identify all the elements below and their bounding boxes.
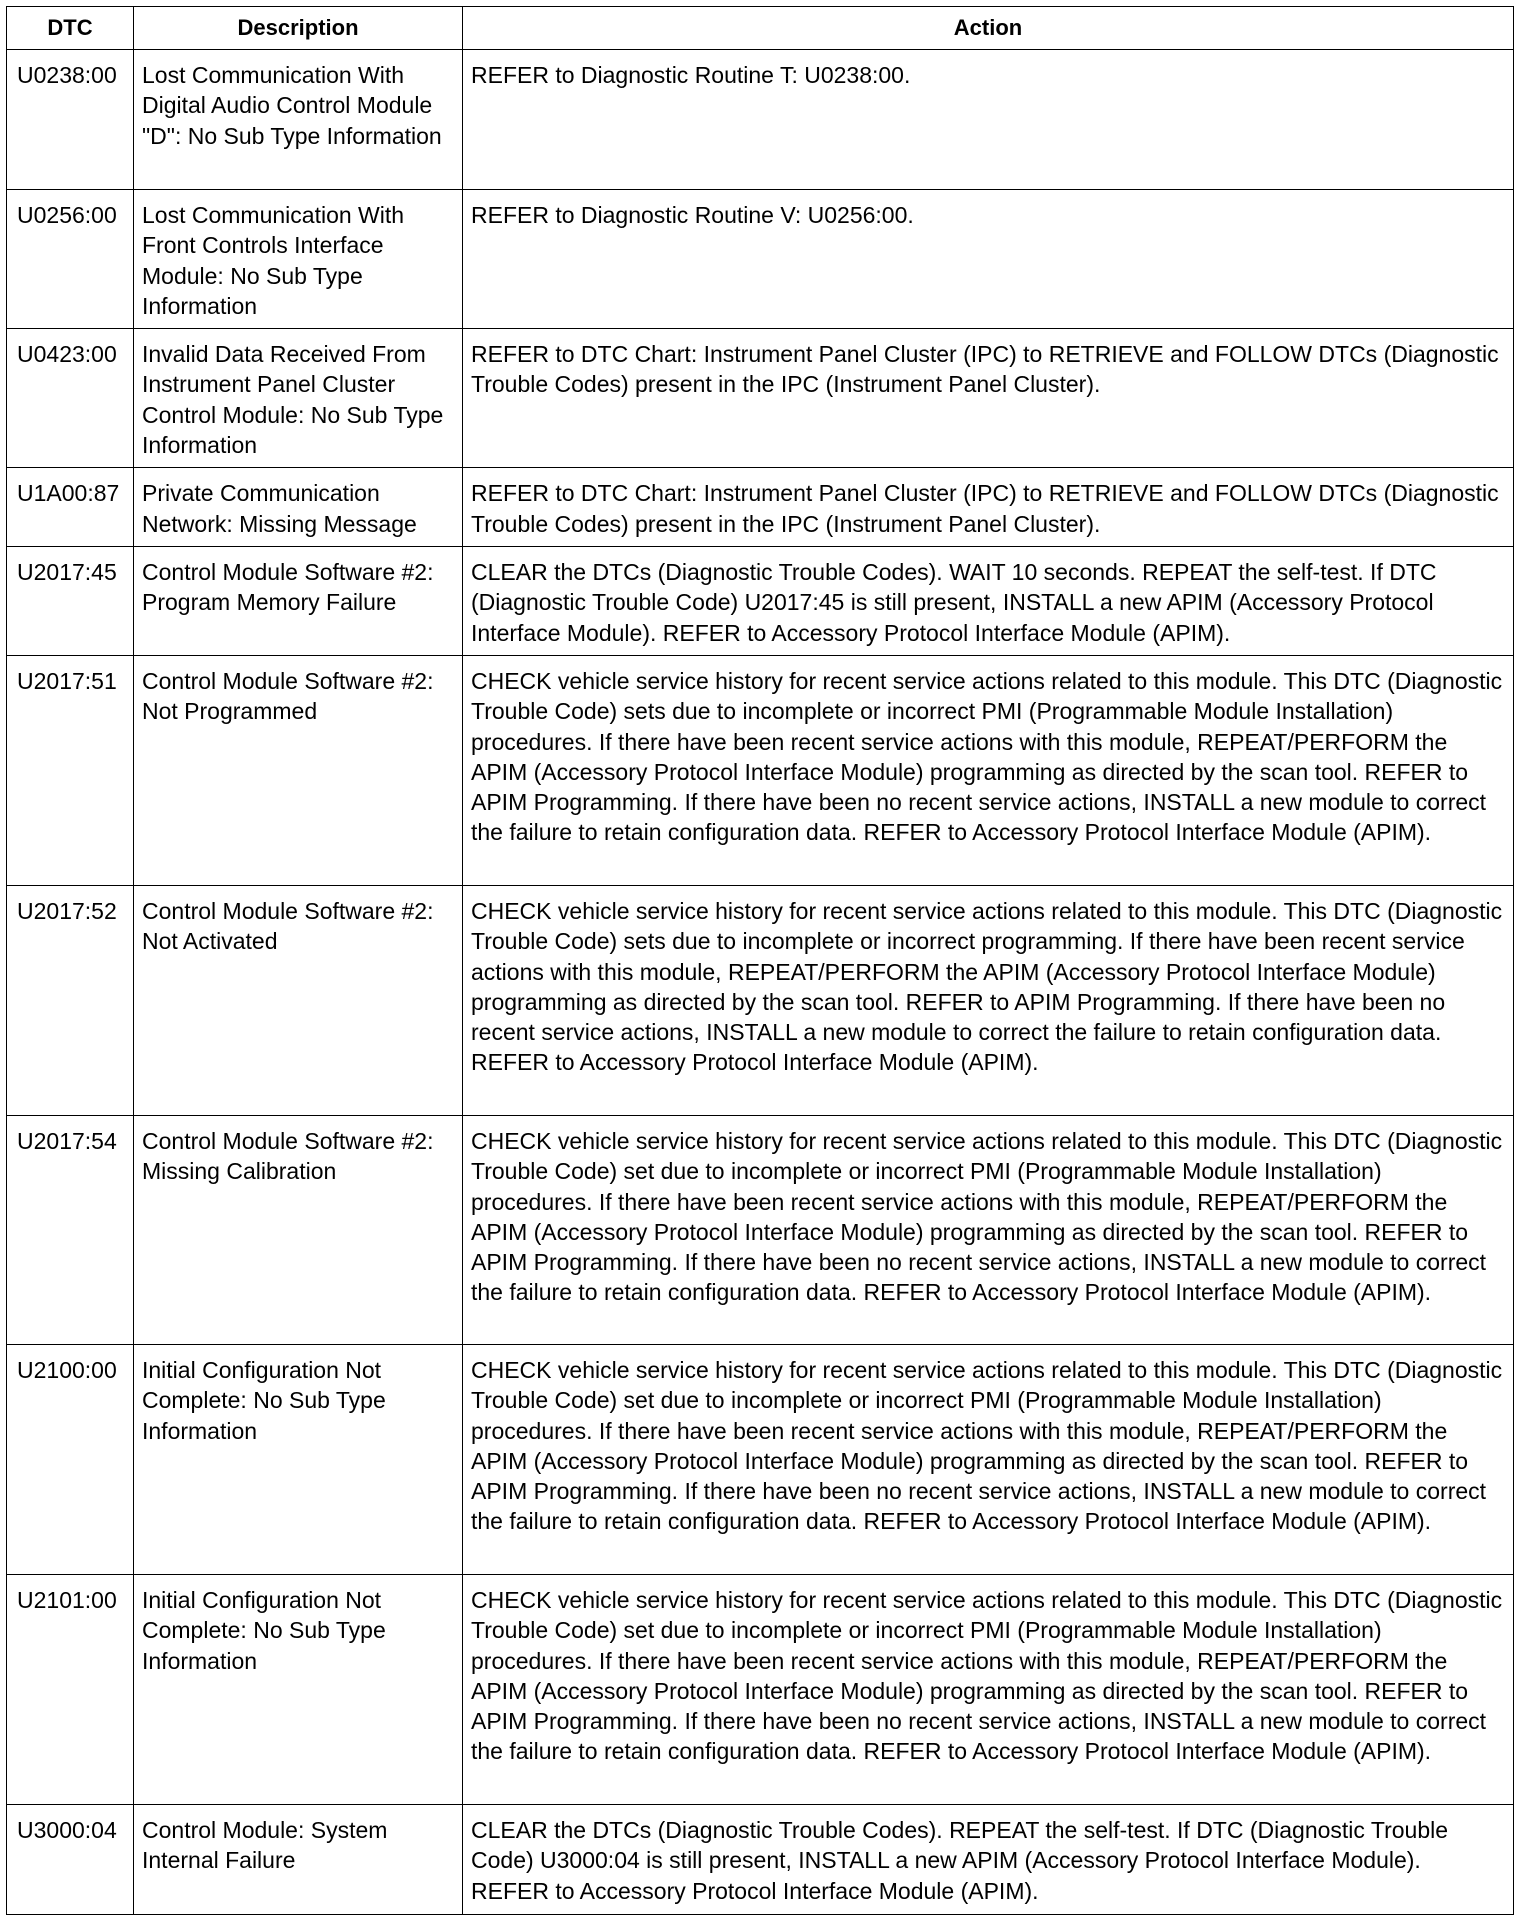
table-row (7, 1115, 1514, 1344)
description-cell: Control Module Software #2: Not Activated (134, 885, 463, 1115)
dtc-code-cell: U0256:00 (7, 190, 134, 329)
table-row (7, 1804, 1514, 1914)
dtc-table (6, 6, 1514, 1915)
dtc-code-cell: U2017:45 (7, 546, 134, 655)
table-row (7, 655, 1514, 885)
table-row (7, 190, 1514, 329)
dtc-code-cell: U2101:00 (7, 1574, 134, 1804)
action-cell: CLEAR the DTCs (Diagnostic Trouble Codes). REPEAT the self-test. If DTC (Diagnostic Trouble Code) U3000:04 is still present, INSTALL a new APIM (Accessory Protocol Interface Module). REFER to Accessory Protocol Interface Module (APIM). (463, 1804, 1514, 1914)
dtc-code-cell: U0423:00 (7, 329, 134, 468)
description-cell: Lost Communication With Front Controls Interface Module: No Sub Type Information (134, 190, 463, 329)
action-cell: REFER to Diagnostic Routine V: U0256:00. (463, 190, 1514, 329)
dtc-code-cell: U1A00:87 (7, 468, 134, 547)
dtc-code-cell: U2017:51 (7, 655, 134, 885)
table-row (7, 885, 1514, 1115)
table-row (7, 50, 1514, 190)
dtc-code-cell: U2100:00 (7, 1344, 134, 1574)
header-description: Description (134, 7, 463, 50)
dtc-code-cell: U2017:52 (7, 885, 134, 1115)
description-cell: Lost Communication With Digital Audio Control Module "D": No Sub Type Information (134, 50, 463, 190)
action-cell: CHECK vehicle service history for recent service actions related to this module. This DTC (Diagnostic Trouble Code) set due to incomplete or incorrect PMI (Programmable Module Installation) procedures. If there have been recent service actions with this module, REPEAT/PERFORM the APIM (Accessory Protocol Interface Module) programming as directed by the scan tool. REFER to APIM Programming. If there have been no recent service actions, INSTALL a new module to correct the failure to retain configuration data. REFER to Accessory Protocol Interface Module (APIM). (463, 1115, 1514, 1344)
table-row (7, 468, 1514, 547)
description-cell: Control Module Software #2: Program Memory Failure (134, 546, 463, 655)
dtc-code-cell: U3000:04 (7, 1804, 134, 1914)
description-cell: Private Communication Network: Missing Message (134, 468, 463, 547)
dtc-code-cell: U2017:54 (7, 1115, 134, 1344)
action-cell: CHECK vehicle service history for recent service actions related to this module. This DTC (Diagnostic Trouble Code) set due to incomplete or incorrect PMI (Programmable Module Installation) procedures. If there have been recent service actions with this module, REPEAT/PERFORM the APIM (Accessory Protocol Interface Module) programming as directed by the scan tool. REFER to APIM Programming. If there have been no recent service actions, INSTALL a new module to correct the failure to retain configuration data. REFER to Accessory Protocol Interface Module (APIM). (463, 1574, 1514, 1804)
description-cell: Initial Configuration Not Complete: No Sub Type Information (134, 1344, 463, 1574)
action-cell: REFER to DTC Chart: Instrument Panel Cluster (IPC) to RETRIEVE and FOLLOW DTCs (Diagnostic Trouble Codes) present in the IPC (Instrument Panel Cluster). (463, 329, 1514, 468)
action-cell: REFER to DTC Chart: Instrument Panel Cluster (IPC) to RETRIEVE and FOLLOW DTCs (Diagnostic Trouble Codes) present in the IPC (Instrument Panel Cluster). (463, 468, 1514, 547)
action-cell: CHECK vehicle service history for recent service actions related to this module. This DTC (Diagnostic Trouble Code) sets due to incomplete or incorrect programming. If there have been recent service actions with this module, REPEAT/PERFORM the APIM (Accessory Protocol Interface Module) programming as directed by the scan tool. REFER to APIM Programming. If there have been no recent service actions, INSTALL a new module to correct the failure to retain configuration data. REFER to Accessory Protocol Interface Module (APIM). (463, 885, 1514, 1115)
action-cell: CLEAR the DTCs (Diagnostic Trouble Codes). WAIT 10 seconds. REPEAT the self-test. If DTC (Diagnostic Trouble Code) U2017:45 is still present, INSTALL a new APIM (Accessory Protocol Interface Module). REFER to Accessory Protocol Interface Module (APIM). (463, 546, 1514, 655)
description-cell: Invalid Data Received From Instrument Panel Cluster Control Module: No Sub Type Information (134, 329, 463, 468)
description-cell: Control Module Software #2: Missing Calibration (134, 1115, 463, 1344)
table-row (7, 1344, 1514, 1574)
action-cell: CHECK vehicle service history for recent service actions related to this module. This DTC (Diagnostic Trouble Code) set due to incomplete or incorrect PMI (Programmable Module Installation) procedures. If there have been recent service actions with this module, REPEAT/PERFORM the APIM (Accessory Protocol Interface Module) programming as directed by the scan tool. REFER to APIM Programming. If there have been no recent service actions, INSTALL a new module to correct the failure to retain configuration data. REFER to Accessory Protocol Interface Module (APIM). (463, 1344, 1514, 1574)
dtc-code-cell: U0238:00 (7, 50, 134, 190)
description-cell: Control Module Software #2: Not Programmed (134, 655, 463, 885)
action-cell: REFER to Diagnostic Routine T: U0238:00. (463, 50, 1514, 190)
action-cell: CHECK vehicle service history for recent service actions related to this module. This DTC (Diagnostic Trouble Code) sets due to incomplete or incorrect PMI (Programmable Module Installation) procedures. If there have been recent service actions with this module, REPEAT/PERFORM the APIM (Accessory Protocol Interface Module) programming as directed by the scan tool. REFER to APIM Programming. If there have been no recent service actions, INSTALL a new module to correct the failure to retain configuration data. REFER to Accessory Protocol Interface Module (APIM). (463, 655, 1514, 885)
header-action: Action (463, 7, 1514, 50)
table-header (7, 7, 1514, 50)
description-cell: Initial Configuration Not Complete: No Sub Type Information (134, 1574, 463, 1804)
table-row (7, 329, 1514, 468)
description-cell: Control Module: System Internal Failure (134, 1804, 463, 1914)
table-body (7, 50, 1514, 1915)
table-row (7, 546, 1514, 655)
table-row (7, 1574, 1514, 1804)
header-row (7, 7, 1514, 50)
header-dtc: DTC (7, 7, 134, 50)
